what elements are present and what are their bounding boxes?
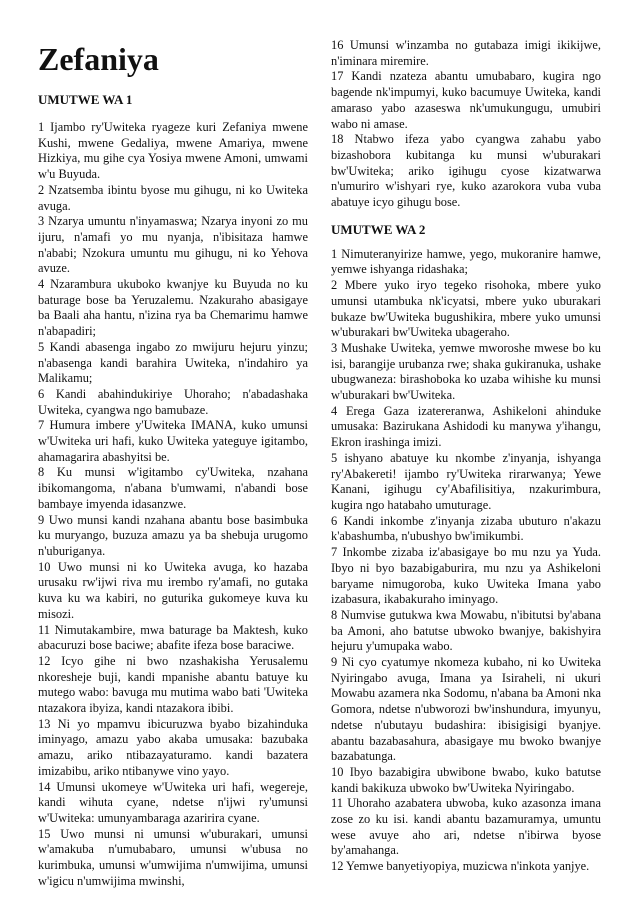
verse: 7 Inkombe zizaba iz'abasigaye bo mu nzu ya Yuda. Ibyo ni byo bazabigaburira, mu nzu ya Ashikeloni baryame nimugoroba, kuko Uwiteka Imana yabo izabasura, ikabakuraho iminyago. bbox=[331, 545, 601, 607]
right-column bbox=[331, 38, 601, 875]
verse: 10 Uwo munsi ni ko Uwiteka avuga, ko hazaba urusaku rw'ijwi riva mu irembo ry'amafi, no gutaka kuva ku wa kabiri, no guturika gukomeye kuva ku misozi. bbox=[38, 559, 308, 621]
verse: 4 Nzarambura ukuboko kwanjye ku Buyuda no ku baturage bose ba Yeruzalemu. Nzakuraho abasigaye ba Baali aha hantu, n'izina rya ba Chemarimu hamwe n'abapadiri; bbox=[38, 277, 308, 339]
verse: 9 Uwo munsi kandi nzahana abantu bose basimbuka ku muryango, buzuza amazu ya ba shebuja urugomo n'uburiganya. bbox=[38, 512, 308, 558]
verse: 10 Ibyo bazabigira ubwibone bwabo, kuko batutse kandi bakikuza ubwoko bw'Uwiteka Nyiringabo. bbox=[331, 764, 601, 795]
verse: 1 Nimuteranyirize hamwe, yego, mukoranire hamwe, yemwe ishyanga ridashaka; bbox=[331, 246, 601, 277]
left-column bbox=[38, 38, 308, 889]
verse: 18 Ntabwo ifeza yabo cyangwa zahabu yabo bizashobora kubitanga ku munsi w'uburakari bw'Uwiteka; ariko igihugu cyose kizatwarwa n'umuriro w'ishyari rye, kuko azarokora vuba vuba abatuye icyo gihugu bose. bbox=[331, 132, 601, 210]
verse: 17 Kandi nzateza abantu umubabaro, kugira ngo bagende nk'impumyi, kuko bacumuye Uwiteka, kandi amaraso yabo azaseswa nk'umukungugu, umubiri wabo ni amase. bbox=[331, 69, 601, 131]
verse: 12 Yemwe banyetiyopiya, muzicwa n'inkota yanjye. bbox=[331, 859, 590, 874]
verse: 14 Umunsi ukomeye w'Uwiteka uri hafi, wegereje, kandi wihuta cyane, ndetse n'ijwi ry'umunsi w'Uwiteka: umunyambaraga azaririra cyane. bbox=[38, 779, 308, 825]
book-title: Zefaniya bbox=[38, 41, 159, 77]
verse: 4 Erega Gaza izatereranwa, Ashikeloni ahinduke umusaka: Bazirukana Ashidodi ku manywa y'ihangu, Ekron irashinga imizi. bbox=[331, 403, 601, 450]
verse: 16 Umunsi w'inzamba no gutabaza imigi ikikijwe, n'iminara miremire. bbox=[331, 38, 601, 68]
verse: 3 Nzarya umuntu n'inyamaswa; Nzarya inyoni zo mu ijuru, n'amafi yo mu nyanja, n'ibisitaza hamwe n'ababi; Nzokura umuntu mu gihugu, ni ko Yehova avuze. bbox=[38, 214, 308, 276]
verse: 3 Mushake Uwiteka, yemwe mworoshe mwese bo ku isi, barangije urubanza rwe; shaka gukiranuka, ushake ubugwaneza: birashoboka ko uzaba wihishe ku munsi w'uburakari bw'Uwiteka. bbox=[331, 340, 601, 403]
verse: 2 Mbere yuko iryo tegeko risohoka, mbere yuko umunsi utambuka nk'icyatsi, mbere yuko uburakari bukaze bw'Uwiteka bugushikira, mbere yuko umunsi w'uburakari bw'Uwiteka ubageraho. bbox=[331, 278, 601, 340]
verse: 8 Ku munsi w'igitambo cy'Uwiteka, nzahana ibikomangoma, n'abana b'umwami, n'abandi bose bambaye imyenda idasanzwe. bbox=[38, 465, 308, 511]
chapter-heading: UMUTWE WA 1 bbox=[38, 92, 133, 107]
verse: 8 Numvise gutukwa kwa Mowabu, n'ibitutsi by'abana ba Amoni, aho batutse ubwoko bwanjye, bakishyira hejuru y'umupaka wabo. bbox=[331, 607, 601, 654]
verse: 1 Ijambo ry'Uwiteka ryageze kuri Zefaniya mwene Kushi, mwene Gedaliya, mwene Amariya, mwene Hizkiya, mu gihe cya Yosiya mwene Amoni, umwami w'u Buyuda. bbox=[38, 120, 308, 182]
chapter-heading: UMUTWE WA 2 bbox=[331, 221, 426, 237]
verse: 11 Uhoraho azabatera ubwoba, kuko azasonza imana zose zo ku isi. kandi abantu bazamuramya, umuntu wese avuye aho ari, ndetse n'ibirwa byose by'amahanga. bbox=[331, 796, 601, 858]
verse: 13 Ni yo mpamvu ibicuruzwa byabo bizahinduka iminyago, amazu yabo akaba umusaka: bazubaka amazu, ariko ntibazayaturamo. kandi bazatera imizabibu, ariko ntibanywe vino yayo. bbox=[38, 716, 308, 778]
verse-list bbox=[331, 247, 601, 875]
verse: 12 Icyo gihe ni bwo nzashakisha Yerusalemu nkoresheje buji, kandi mpanishe abantu batuye ku mutego wabo: bavuga mu mutima wabo bati 'Uwiteka ntazakora ibyiza, kandi ntazakora ibibi. bbox=[38, 653, 308, 716]
verse: 6 Kandi inkombe z'inyanja zizaba ubuturo n'akazu k'abashumba, n'ubushyo bw'imikumbi. bbox=[331, 513, 601, 544]
verse-list bbox=[331, 38, 601, 211]
verse: 7 Humura imbere y'Uwiteka IMANA, kuko umunsi w'Uwiteka uri hafi, kuko Uwiteka yateguye igitambo, ahamagarira abashyitsi be. bbox=[38, 418, 308, 464]
verse-list bbox=[38, 120, 308, 889]
verse: 15 Uwo munsi ni umunsi w'uburakari, umunsi w'amakuba n'umubabaro, umunsi w'ubusa no kurimbuka, umunsi w'umwijima n'umwijima, umunsi w'igicu n'umwijima mwinshi, bbox=[38, 826, 308, 888]
verse: 9 Ni cyo cyatumye nkomeza kubaho, ni ko Uwiteka Nyiringabo avuga, Imana ya Isiraheli, ni ukuri Mowabu azamera nka Sodomu, n'abana ba Amoni nka Gomora, ndetse n'ubworozi bw'inshundura, imyunyu, ndetse n'ubutayu budashira: ibisigisigi byanjye. abantu bazabasahura, abasigaye mu bwoko bwanjye bazabatunga. bbox=[331, 655, 601, 764]
verse: 5 Kandi abasenga ingabo zo mwijuru hejuru yinzu; n'abasenga kandi barahira Uwiteka, n'indahiro ya Malikamu; bbox=[38, 339, 308, 386]
verse: 5 ishyano abatuye ku nkombe z'inyanja, ishyanga ry'Abakereti! ijambo ry'Uwiteka rirarwanya; Yewe Kanani, igihugu cy'Abafilisitiya, nzakurimbura, kugira ngo hatabaho umuturage. bbox=[331, 450, 601, 512]
verse: 2 Nzatsemba ibintu byose mu gihugu, ni ko Uwiteka avuga. bbox=[38, 182, 308, 213]
verse: 11 Nimutakambire, mwa baturage ba Maktesh, kuko abacuruzi bose baciwe; abafite ifeza bose baraciwe. bbox=[38, 622, 308, 653]
verse: 6 Kandi abahindukiriye Uhoraho; n'abadashaka Uwiteka, cyangwa ngo bamubaze. bbox=[38, 386, 308, 417]
